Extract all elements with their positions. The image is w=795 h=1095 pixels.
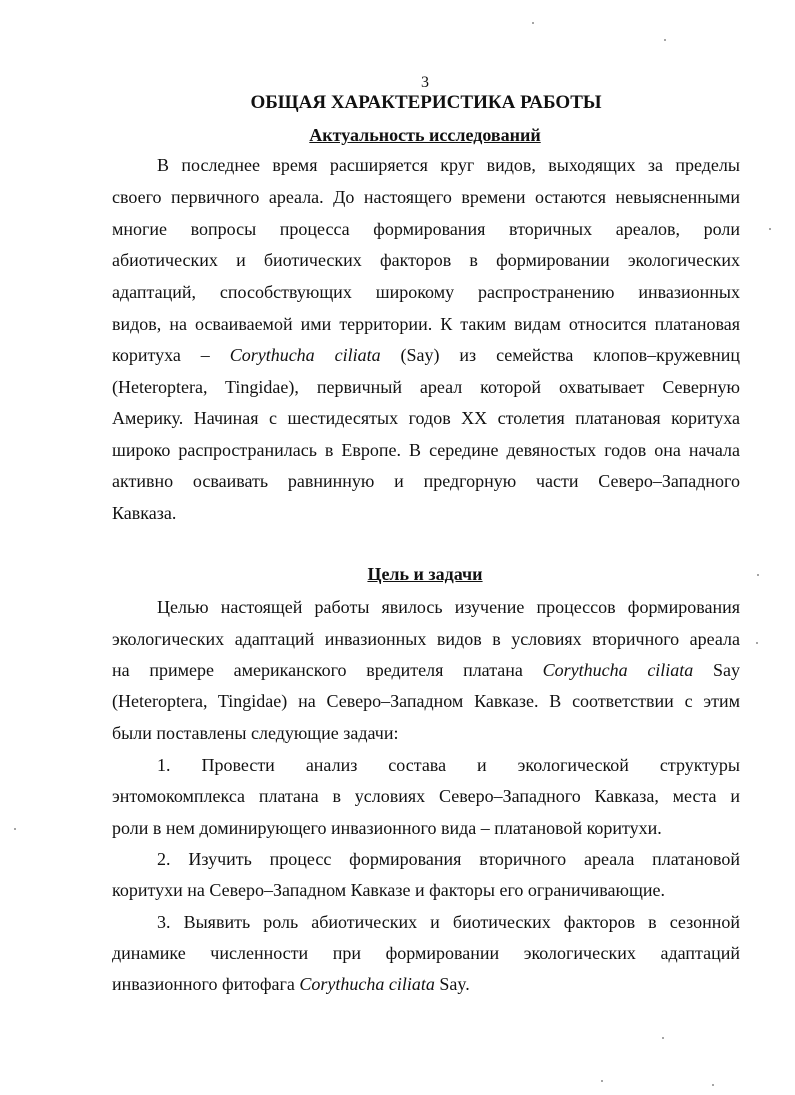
section-heading-relevance: Актуальность исследований (309, 125, 541, 145)
text-line: были поставлены следующие задачи: (112, 723, 399, 743)
task-number: 2. (157, 849, 171, 869)
text-line: роли в нем доминирующего инвазионного вида – платановой коритухи. (112, 818, 662, 838)
task-item (157, 754, 740, 776)
task-text: Выявить роль абиотических и биотических факторов в сезонной (183, 912, 741, 932)
text-line: энтомокомплекса платана в условиях Северо–Западного Кавказа, места и (112, 786, 740, 806)
page-title: ОБЩАЯ ХАРАКТЕРИСТИКА РАБОТЫ (250, 92, 602, 113)
text-line: адаптаций, способствующих широкому распространению инвазионных (112, 282, 740, 302)
species-name: Corythucha ciliata (229, 345, 381, 365)
text-line: экологических адаптаций инвазионных видов в условиях вторичного ареала (112, 629, 740, 649)
text-line: видов, на осваиваемой ими территории. К таким видам относится платановая (112, 314, 740, 334)
text-line: абиотических и биотических факторов в формировании экологических (112, 250, 740, 270)
text-segment: Say. (439, 974, 470, 994)
page-number: 3 (421, 74, 429, 91)
scan-speck (662, 1037, 664, 1039)
text-segment: Say (713, 660, 741, 680)
text-line: Кавказа. (112, 503, 177, 523)
species-name: Corythucha ciliata (299, 974, 435, 994)
text-line: (Heteroptera, Tingidae) на Северо–Западном Кавказе. В соответствии с этим (112, 691, 740, 711)
scan-speck (14, 828, 16, 830)
scan-speck (532, 22, 534, 24)
text-line (112, 973, 740, 995)
text-line: коритухи на Северо–Западном Кавказе и факторы его ограничивающие. (112, 880, 665, 900)
task-number: 3. (157, 912, 171, 932)
text-line: своего первичного ареала. До настоящего времени остаются невыясненными (112, 187, 740, 207)
text-line: Америку. Начиная с шестидесятых годов XX столетия платановая коритуха (112, 408, 740, 428)
text-line: В последнее время расширяется круг видов, выходящих за пределы (157, 155, 740, 175)
task-number: 1. (157, 755, 171, 775)
text-segment: на примере американского вредителя платана (112, 660, 523, 680)
text-line (112, 344, 740, 366)
text-line: (Heteroptera, Tingidae), первичный ареал которой охватывает Северную (112, 377, 740, 397)
text-line: широко распространилась в Европе. В середине девяностых годов она начала (112, 440, 740, 460)
scan-speck (756, 642, 758, 644)
text-line: активно осваивать равнинную и предгорную части Северо–Западного (112, 471, 740, 491)
text-segment: инвазионного фитофага (112, 974, 295, 994)
section-heading-goals: Цель и задачи (367, 564, 483, 584)
text-line: многие вопросы процесса формирования вторичных ареалов, роли (112, 219, 740, 239)
task-item (157, 911, 740, 933)
text-line: динамике численности при формировании экологических адаптаций (112, 943, 740, 963)
task-text: Провести анализ состава и экологической структуры (201, 755, 741, 775)
text-line: Целью настоящей работы явилось изучение процессов формирования (157, 597, 740, 617)
scan-speck (601, 1080, 603, 1082)
text-line (112, 659, 740, 681)
scan-speck (712, 1084, 714, 1086)
scan-speck (769, 228, 771, 230)
task-item (157, 848, 740, 870)
text-segment: коритуха – (112, 345, 210, 365)
species-name: Corythucha ciliata (542, 660, 694, 680)
scan-speck (757, 574, 759, 576)
scan-speck (664, 39, 666, 41)
task-text: Изучить процесс формирования вторичного ареала платановой (188, 849, 740, 869)
text-segment: (Say) из семейства клопов–кружевниц (400, 345, 741, 365)
